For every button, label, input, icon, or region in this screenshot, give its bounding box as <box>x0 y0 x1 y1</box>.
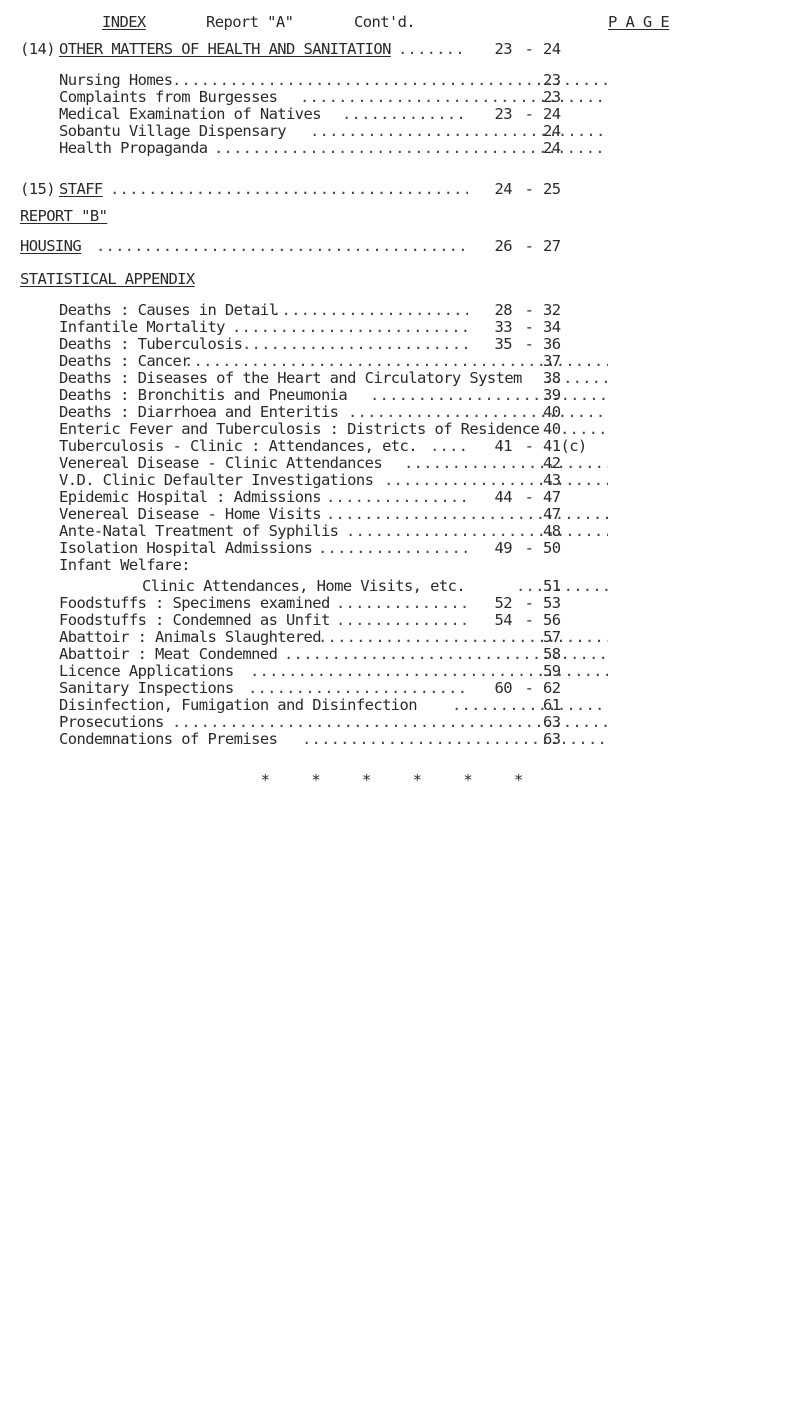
header-report: Report "A" <box>206 13 294 31</box>
toc-entry <box>0 680 800 697</box>
section-number: (15) <box>20 180 55 198</box>
page-to: 40 <box>543 403 561 421</box>
toc-entry <box>0 663 800 680</box>
leader-dots <box>302 731 608 748</box>
entry-label: Disinfection, Fumigation and Disinfection <box>59 696 418 714</box>
toc-entry <box>0 731 800 748</box>
header-contd: Cont'd. <box>354 13 416 31</box>
entry-label: Licence Applications <box>59 662 234 680</box>
page-to: 24 <box>543 139 561 157</box>
toc-entry <box>0 612 800 629</box>
page-dash: - <box>524 105 534 123</box>
page-to: 57 <box>543 628 561 646</box>
section14-title: OTHER MATTERS OF HEALTH AND SANITATION <box>59 40 391 58</box>
page-from: 23 <box>494 40 512 58</box>
leader-dots <box>96 238 468 255</box>
page-to: 56 <box>543 611 561 629</box>
page-from: 60 <box>494 679 512 697</box>
page-dash: - <box>524 488 534 506</box>
entry-label: Prosecutions <box>59 713 164 731</box>
page-from: 54 <box>494 611 512 629</box>
page-from: 52 <box>494 594 512 612</box>
entry-label: Deaths : Causes in Detail <box>59 301 278 319</box>
toc-entry <box>0 472 800 489</box>
page-from: 33 <box>494 318 512 336</box>
leader-dots <box>326 506 608 523</box>
leader-dots <box>560 421 608 438</box>
entry-label: Abattoir : Animals Slaughtered <box>59 628 321 646</box>
leader-dots <box>318 629 608 646</box>
entry-label: Deaths : Tuberculosis <box>59 335 243 353</box>
leader-dots <box>326 489 468 506</box>
page-to: 58 <box>543 645 561 663</box>
page-to: 32 <box>543 301 561 319</box>
section-number: (14) <box>20 40 55 58</box>
page-from: 28 <box>494 301 512 319</box>
leader-dots <box>336 612 468 629</box>
footer-stars: * * * * * * <box>260 771 540 789</box>
page-dash: - <box>524 611 534 629</box>
entry-label: Tuberculosis - Clinic : Attendances, etc. <box>59 437 418 455</box>
entry-label: Medical Examination of Natives <box>59 105 321 123</box>
leader-dots <box>272 302 468 319</box>
page-to: 50 <box>543 539 561 557</box>
page-to: 61 <box>543 696 561 714</box>
page-from: 26 <box>494 237 512 255</box>
entry-label: Sanitary Inspections <box>59 679 234 697</box>
entry-label: Clinic Attendances, Home Visits, etc. <box>142 577 466 595</box>
toc-entry <box>0 506 800 523</box>
leader-dots <box>318 540 468 557</box>
page-dash: - <box>524 335 534 353</box>
page-to: 24 <box>543 105 561 123</box>
entry-label: Nursing Homes <box>59 71 173 89</box>
entry-label: Deaths : Diseases of the Heart and Circulatory System <box>59 369 522 387</box>
page-dash: - <box>524 237 534 255</box>
page-dash: - <box>524 679 534 697</box>
entry-label: V.D. Clinic Defaulter Investigations <box>59 471 374 489</box>
toc-entry <box>0 421 800 438</box>
leader-dots <box>336 595 468 612</box>
entry-label: Venereal Disease - Clinic Attendances <box>59 454 383 472</box>
page-to: 63 <box>543 730 561 748</box>
entry-label: Abattoir : Meat Condemned <box>59 645 278 663</box>
toc-entry <box>0 336 800 353</box>
page-to: 59 <box>543 662 561 680</box>
page-to: 24 <box>543 122 561 140</box>
toc-entry <box>0 319 800 336</box>
page-to: 40 <box>543 420 561 438</box>
leader-dots <box>310 123 608 140</box>
housing-row <box>0 238 800 255</box>
leader-dots <box>300 89 608 106</box>
page-dash: - <box>524 40 534 58</box>
section15-title: STAFF <box>59 180 103 198</box>
housing-title: HOUSING <box>20 237 82 255</box>
page-to: 48 <box>543 522 561 540</box>
page-to: 41(c) <box>543 437 587 455</box>
toc-entry <box>0 714 800 731</box>
toc-entry <box>0 455 800 472</box>
page-dash: - <box>524 437 534 455</box>
toc-entry <box>0 89 800 106</box>
toc-entry <box>0 106 800 123</box>
entry-label: Epidemic Hospital : Admissions <box>59 488 321 506</box>
entry-label: Isolation Hospital Admissions <box>59 539 313 557</box>
page-to: 62 <box>543 679 561 697</box>
page-dash: - <box>524 318 534 336</box>
page-to: 23 <box>543 88 561 106</box>
leader-dots <box>348 404 608 421</box>
entry-label: Venereal Disease - Home Visits <box>59 505 321 523</box>
page-to: 38 <box>543 369 561 387</box>
toc-entry <box>0 629 800 646</box>
toc-entry <box>0 387 800 404</box>
section15-row <box>0 181 800 198</box>
leader-dots <box>110 181 468 198</box>
page-dash: - <box>524 539 534 557</box>
entry-label: Enteric Fever and Tuberculosis : Districts of Residence <box>59 420 540 438</box>
page-from: 24 <box>494 180 512 198</box>
page-dash: - <box>524 180 534 198</box>
page-to: 39 <box>543 386 561 404</box>
toc-entry <box>0 489 800 506</box>
page-to: 37 <box>543 352 561 370</box>
entry-label: Complaints from Burgesses <box>59 88 278 106</box>
leader-dots <box>384 472 608 489</box>
page-to: 47 <box>543 505 561 523</box>
toc-entry <box>0 578 800 595</box>
page-to: 27 <box>543 237 561 255</box>
page-dash: - <box>524 594 534 612</box>
page-from: 49 <box>494 539 512 557</box>
entry-label: Deaths : Diarrhoea and Enteritis <box>59 403 339 421</box>
section14-row <box>0 41 800 58</box>
infant-welfare-heading: Infant Welfare: <box>59 556 190 574</box>
page-to: 36 <box>543 335 561 353</box>
page-from: 41 <box>494 437 512 455</box>
entry-label: Foodstuffs : Condemned as Unfit <box>59 611 330 629</box>
page-to: 34 <box>543 318 561 336</box>
leader-dots <box>404 455 608 472</box>
page-to: 51 <box>543 577 561 595</box>
entry-label: Infantile Mortality <box>59 318 225 336</box>
toc-entry <box>0 404 800 421</box>
entry-label: Health Propaganda <box>59 139 208 157</box>
appendix-title: STATISTICAL APPENDIX <box>20 270 195 288</box>
toc-entry <box>0 302 800 319</box>
leader-dots <box>342 106 468 123</box>
report-b-title: REPORT "B" <box>20 207 108 225</box>
toc-entry <box>0 697 800 714</box>
page-to: 53 <box>543 594 561 612</box>
leader-dots <box>398 41 468 58</box>
page-to: 24 <box>543 40 561 58</box>
header-index: INDEX <box>102 13 146 31</box>
page-from: 35 <box>494 335 512 353</box>
leader-dots <box>430 438 468 455</box>
toc-entry <box>0 140 800 157</box>
toc-entry <box>0 123 800 140</box>
leader-dots <box>370 387 608 404</box>
entry-label: Deaths : Bronchitis and Pneumonia <box>59 386 348 404</box>
page-from: 44 <box>494 488 512 506</box>
toc-entry <box>0 72 800 89</box>
leader-dots <box>248 680 468 697</box>
page-to: 25 <box>543 180 561 198</box>
page-to: 43 <box>543 471 561 489</box>
header-page: P A G E <box>608 13 670 31</box>
page-to: 42 <box>543 454 561 472</box>
entry-label: Foodstuffs : Specimens examined <box>59 594 330 612</box>
toc-entry <box>0 540 800 557</box>
leader-dots <box>452 697 608 714</box>
toc-entry <box>0 438 800 455</box>
page-to: 23 <box>543 71 561 89</box>
page-to: 47 <box>543 488 561 506</box>
toc-entry <box>0 523 800 540</box>
toc-entry <box>0 646 800 663</box>
entry-label: Deaths : Cancer <box>59 352 190 370</box>
entry-label: Condemnations of Premises <box>59 730 278 748</box>
entry-label: Sobantu Village Dispensary <box>59 122 287 140</box>
leader-dots <box>346 523 608 540</box>
page-to: 63 <box>543 713 561 731</box>
toc-entry <box>0 353 800 370</box>
leader-dots <box>232 319 468 336</box>
leader-dots <box>516 578 608 595</box>
page-dash: - <box>524 301 534 319</box>
entry-label: Ante-Natal Treatment of Syphilis <box>59 522 339 540</box>
toc-entry <box>0 595 800 612</box>
toc-entry <box>0 370 800 387</box>
page-from: 23 <box>494 105 512 123</box>
leader-dots <box>242 336 468 353</box>
